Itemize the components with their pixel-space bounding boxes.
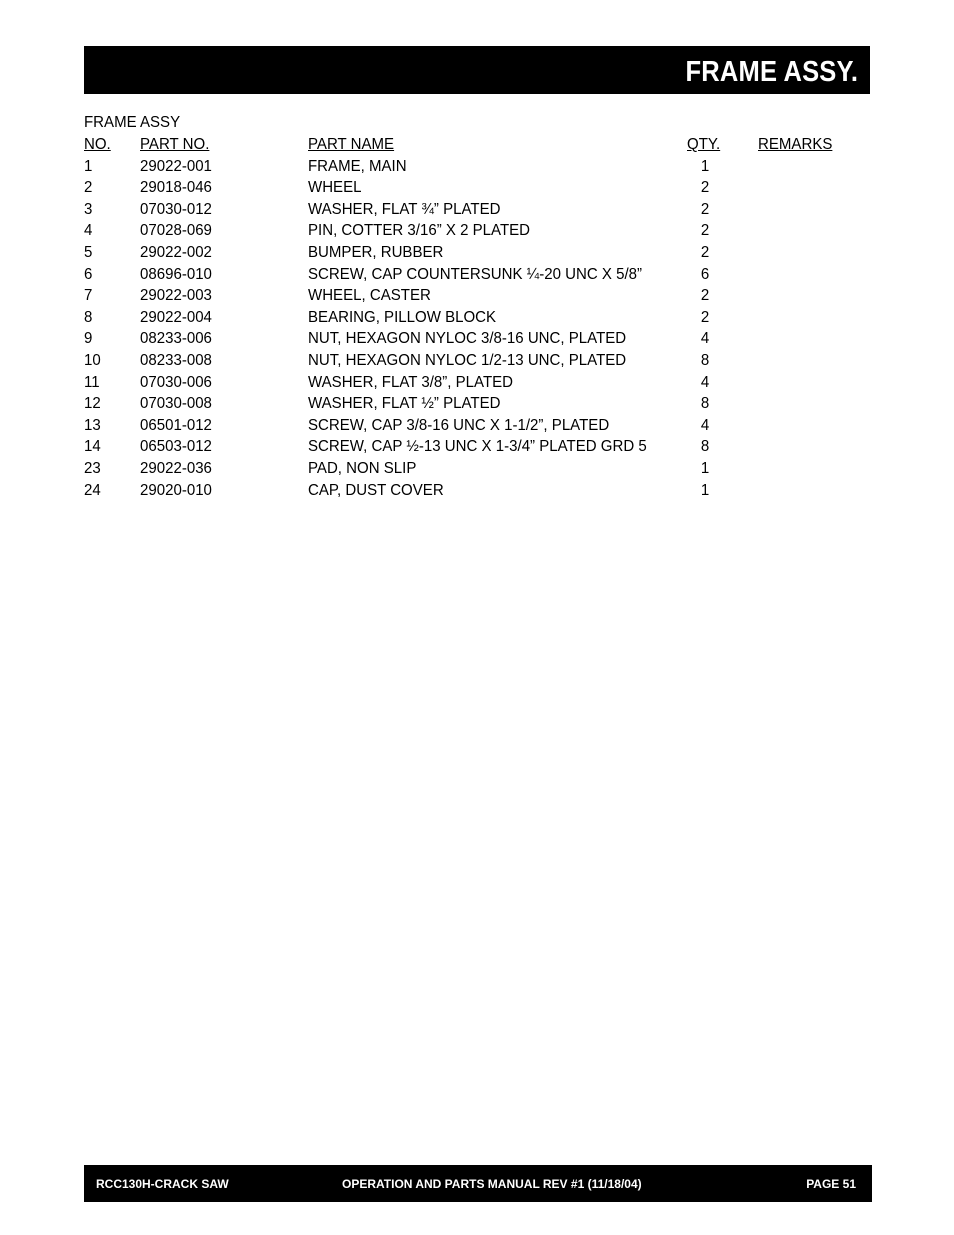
page-header-bar: [84, 46, 870, 94]
table-row: [84, 156, 870, 178]
page-footer-bar: [84, 1165, 872, 1202]
cell-part-name: BEARING, PILLOW BLOCK: [308, 308, 497, 326]
table-row: [84, 307, 870, 329]
cell-part-name: FRAME, MAIN: [308, 157, 407, 175]
cell-part-name: BUMPER, RUBBER: [308, 243, 444, 261]
cell-part-name: CAP, DUST COVER: [308, 481, 444, 499]
table-row: [84, 264, 870, 286]
cell-no: 9: [84, 330, 93, 348]
cell-part-name: SCREW, CAP 3/8-16 UNC X 1-1/2”, PLATED: [308, 416, 610, 434]
cell-qty: 4: [700, 416, 710, 434]
table-row: [84, 393, 870, 415]
cell-no: 2: [84, 179, 93, 197]
table-row: [84, 199, 870, 221]
cell-part-no: 07030-008: [140, 395, 212, 413]
cell-no: 1: [84, 157, 93, 175]
cell-no: 7: [84, 287, 93, 305]
table-row: [84, 372, 870, 394]
cell-qty: 1: [700, 459, 710, 477]
cell-qty: 2: [700, 179, 710, 197]
cell-qty: 4: [700, 373, 710, 391]
cell-part-name: WASHER, FLAT ½” PLATED: [308, 395, 501, 413]
column-header-part-name: PART NAME: [308, 136, 395, 153]
cell-part-name: NUT, HEXAGON NYLOC 3/8-16 UNC, PLATED: [308, 330, 627, 348]
cell-no: 24: [84, 481, 101, 499]
table-row: [84, 242, 870, 264]
cell-no: 12: [84, 395, 101, 413]
cell-part-name: SCREW, CAP COUNTERSUNK ¼-20 UNC X 5/8”: [308, 265, 643, 283]
table-row: [84, 480, 870, 502]
table-row: [84, 415, 870, 437]
cell-qty: 2: [700, 287, 710, 305]
cell-qty: 8: [700, 351, 710, 369]
cell-no: 23: [84, 459, 101, 477]
footer-page-number: PAGE 51: [806, 1177, 856, 1191]
cell-part-no: 06501-012: [140, 416, 212, 434]
cell-no: 6: [84, 265, 93, 283]
cell-part-no: 29022-001: [140, 157, 212, 175]
cell-part-no: 29022-002: [140, 243, 212, 261]
cell-qty: 8: [700, 395, 710, 413]
cell-qty: 4: [700, 330, 710, 348]
cell-part-no: 06503-012: [140, 438, 212, 456]
cell-no: 8: [84, 308, 93, 326]
cell-part-no: 07028-069: [140, 222, 212, 240]
cell-qty: 8: [700, 438, 710, 456]
cell-part-no: 29022-003: [140, 287, 212, 305]
cell-qty: 1: [700, 481, 710, 499]
cell-part-name: PAD, NON SLIP: [308, 459, 417, 477]
cell-qty: 6: [700, 265, 710, 283]
cell-part-name: PIN, COTTER 3/16” X 2 PLATED: [308, 222, 531, 240]
parts-table: [84, 134, 870, 501]
cell-no: 13: [84, 416, 101, 434]
cell-qty: 2: [700, 200, 710, 218]
cell-part-no: 07030-012: [140, 200, 212, 218]
cell-part-name: NUT, HEXAGON NYLOC 1/2-13 UNC, PLATED: [308, 351, 627, 369]
cell-part-name: WHEEL: [308, 179, 362, 197]
cell-no: 11: [84, 373, 100, 391]
cell-no: 3: [84, 200, 93, 218]
cell-no: 10: [84, 351, 101, 369]
table-row: [84, 350, 870, 372]
table-row: [84, 436, 870, 458]
cell-qty: 2: [700, 243, 710, 261]
cell-part-no: 08233-006: [140, 330, 212, 348]
footer-manual-title: OPERATION AND PARTS MANUAL REV #1 (11/18/04): [342, 1177, 642, 1191]
cell-part-name: WHEEL, CASTER: [308, 287, 431, 305]
column-header-no: NO.: [84, 136, 111, 153]
table-row: [84, 177, 870, 199]
section-title: FRAME ASSY: [84, 114, 181, 131]
column-header-remarks: REMARKS: [758, 136, 833, 153]
cell-part-no: 08233-008: [140, 351, 212, 369]
cell-part-no: 08696-010: [140, 265, 212, 283]
footer-model: RCC130H-CRACK SAW: [96, 1177, 229, 1191]
column-header-qty: QTY.: [687, 136, 721, 153]
column-header-part-no: PART NO.: [140, 136, 210, 153]
cell-qty: 1: [700, 157, 710, 175]
table-row: [84, 328, 870, 350]
cell-part-no: 29022-036: [140, 459, 212, 477]
cell-part-name: SCREW, CAP ½-13 UNC X 1-3/4” PLATED GRD 5: [308, 438, 647, 456]
cell-qty: 2: [700, 308, 710, 326]
table-header-row: [84, 134, 870, 156]
cell-no: 4: [84, 222, 93, 240]
table-body: [84, 156, 870, 502]
cell-part-name: WASHER, FLAT 3/8”, PLATED: [308, 373, 514, 391]
table-row: [84, 458, 870, 480]
cell-qty: 2: [700, 222, 710, 240]
table-row: [84, 285, 870, 307]
cell-part-no: 29020-010: [140, 481, 212, 499]
cell-no: 14: [84, 438, 101, 456]
cell-no: 5: [84, 243, 93, 261]
cell-part-no: 07030-006: [140, 373, 212, 391]
cell-part-no: 29018-046: [140, 179, 212, 197]
cell-part-name: WASHER, FLAT ¾” PLATED: [308, 200, 501, 218]
page-title: FRAME ASSY.: [685, 56, 858, 88]
table-row: [84, 220, 870, 242]
cell-part-no: 29022-004: [140, 308, 212, 326]
